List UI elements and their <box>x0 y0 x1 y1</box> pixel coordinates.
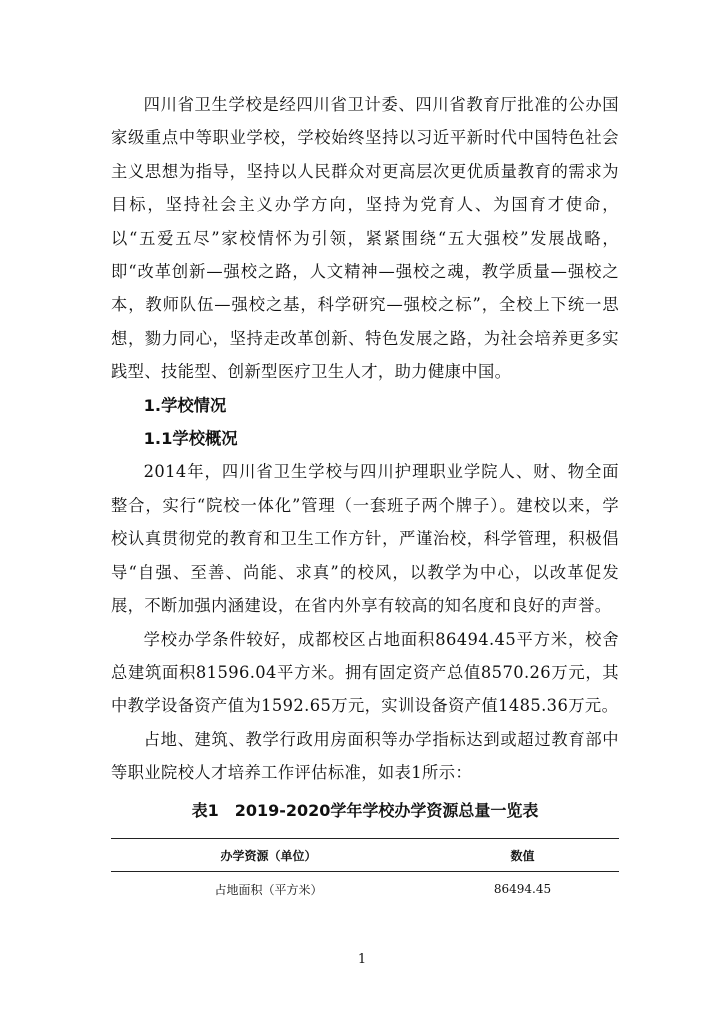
section-heading-school-situation: 1.学校情况 <box>143 395 227 415</box>
standards-paragraph: 占地、建筑、教学行政用房面积等办学指标达到或超过教育部中等职业院校人才培养工作评估标准，如表1所示： <box>111 729 619 783</box>
table-cell-resource: 占地面积（平方米） <box>214 882 323 897</box>
subsection-heading-school-overview: 1.1学校概况 <box>143 429 238 449</box>
intro-paragraph: 四川省卫生学校是经四川省卫计委、四川省教育厅批准的公办国家级重点中等职业学校，学校始终坚持以习近平新时代中国特色社会主义思想为指导，坚持以人民群众对更高层次更优质量教育的需求为目标，坚持社会主义办学方向，坚持为党育人、为国育才使命，以“五爱五尽”家校情怀为引领，紧紧围绕“五大强校”发展战略，即“改革创新—强校之路，人文精神—强校之魂，教学质量—强校之本，教师队伍—强校之基，科学研究—强校之标”，全校上下统一思想，勠力同心，坚持走改革创新、特色发展之路，为社会培养更多实践型、技能型、创新型医疗卫生人才，助力健康中国。 <box>111 95 619 382</box>
conditions-paragraph: 学校办学条件较好，成都校区占地面积86494.45平方米，校舍总建筑面积81596.04平方米。拥有固定资产总值8570.26万元，其中教学设备资产值为1592.65万元，实训设备资产值1485.36万元。 <box>111 629 619 716</box>
table-caption: 表1 2019-2020学年学校办学资源总量一览表 <box>191 800 539 820</box>
table-header-value: 数值 <box>426 839 619 872</box>
page-number: 1 <box>357 952 367 967</box>
document-body <box>111 88 619 824</box>
resource-table <box>111 838 619 906</box>
table-cell-value: 86494.45 <box>493 882 552 896</box>
table-row <box>111 872 619 907</box>
table-header-resource: 办学资源（单位） <box>111 839 426 872</box>
table-header-row <box>111 839 619 872</box>
overview-paragraph: 2014年，四川省卫生学校与四川护理职业学院人、财、物全面整合，实行“院校一体化”管理（一套班子两个牌子）。建校以来，学校认真贯彻党的教育和卫生工作方针，严谨治校，科学管理，积极倡导“自强、至善、尚能、求真”的校风，以教学为中心，以改革促发展，不断加强内涵建设，在省内外享有较高的知名度和良好的声誉。 <box>111 462 619 616</box>
